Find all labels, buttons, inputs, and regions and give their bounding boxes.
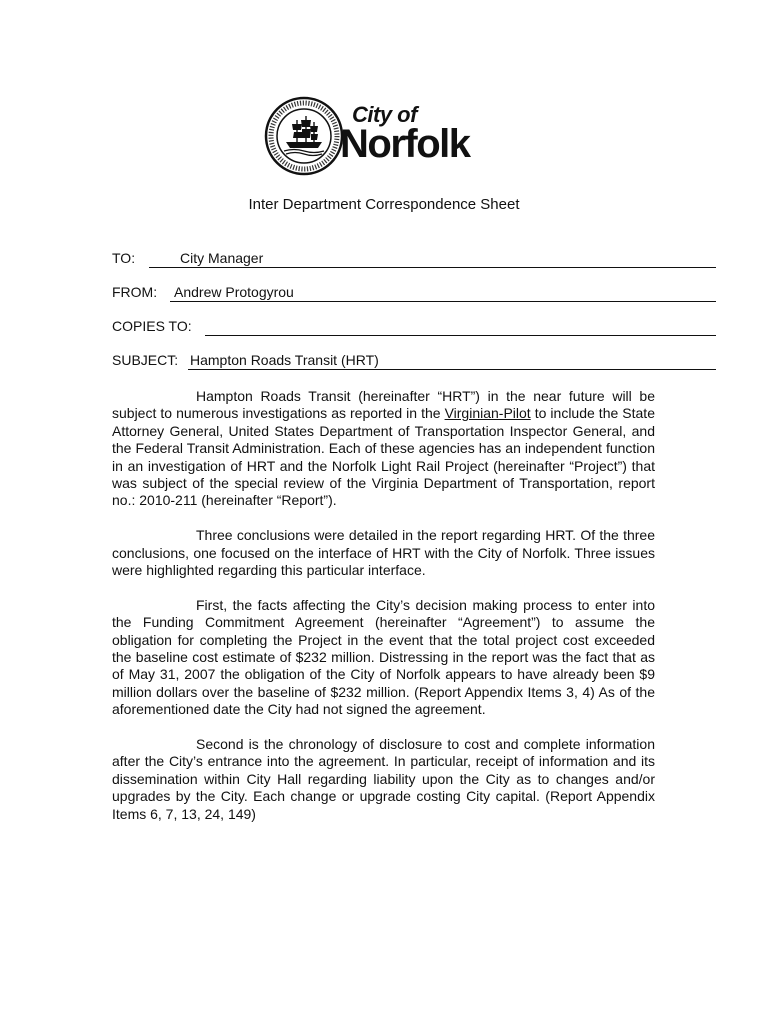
to-field xyxy=(112,248,716,268)
paragraph-1-part-a: Hampton Roads Transit (hereinafter “HRT”) in the near future will be subject to numerous investigations as reported in the xyxy=(112,388,655,422)
paragraph-4: Second is the chronology of disclosure to cost and complete information after the City’s entrance into the agreement. In particular, receipt of information and its dissemination within City Hall regarding liability upon the City as to changes and/or upgrades by the City. Each change or upgrade costing City capital. (Report Appendix Items 6, 7, 13, 24, 149) xyxy=(112,736,655,822)
copies-label: COPIES TO: xyxy=(112,318,192,334)
to-label: TO: xyxy=(112,250,136,266)
memo-body xyxy=(112,388,655,841)
subject-label: SUBJECT: xyxy=(112,352,179,368)
to-value: City Manager xyxy=(180,250,264,266)
paragraph-3: First, the facts affecting the City’s decision making process to enter into the Funding Commitment Agreement (hereinafter “Agreement”) to assume the obligation for completing the Project in the event that the total project cost exceeded the baseline cost estimate of $232 million. Distressing in the report was the fact that as of May 31, 2007 the obligation of the City of Norfolk appears to have already been $9 million dollars over the baseline of $232 million. (Report Appendix Items 3, 4) As of the aforementioned date the City had not signed the agreement. xyxy=(112,596,655,718)
subject-value: Hampton Roads Transit (HRT) xyxy=(190,352,379,368)
from-value: Andrew Protogyrou xyxy=(174,284,294,300)
brand-norfolk: Norfolk xyxy=(340,122,470,166)
city-seal-icon xyxy=(264,96,344,176)
paragraph-1-part-b: to include the State Attorney General, United States Department of Transportation Inspector General, and the Federal Transit Administration. Each of these agencies has an independent function in an investigation of HRT and the Norfolk Light Rail Project (hereinafter “Project”) that was subject of the special review of the Virginia Department of Transportation, report no.: 2010-211 (hereinafter “Report”). xyxy=(112,405,655,509)
subject-field xyxy=(112,350,716,370)
document-title: Inter Department Correspondence Sheet xyxy=(248,196,520,213)
copies-field xyxy=(112,316,716,336)
from-field xyxy=(112,282,716,302)
from-label: FROM: xyxy=(112,284,158,300)
city-of-norfolk-logo xyxy=(264,96,504,178)
paragraph-2: Three conclusions were detailed in the report regarding HRT. Of the three conclusions, one focused on the interface of HRT with the City of Norfolk. Three issues were highlighted regarding this particular interface. xyxy=(112,527,655,579)
copies-line xyxy=(205,317,716,336)
virginian-pilot-reference: Virginian-Pilot xyxy=(444,405,531,422)
brand-city-of: City of xyxy=(352,102,417,127)
paragraph-1 xyxy=(112,388,655,510)
